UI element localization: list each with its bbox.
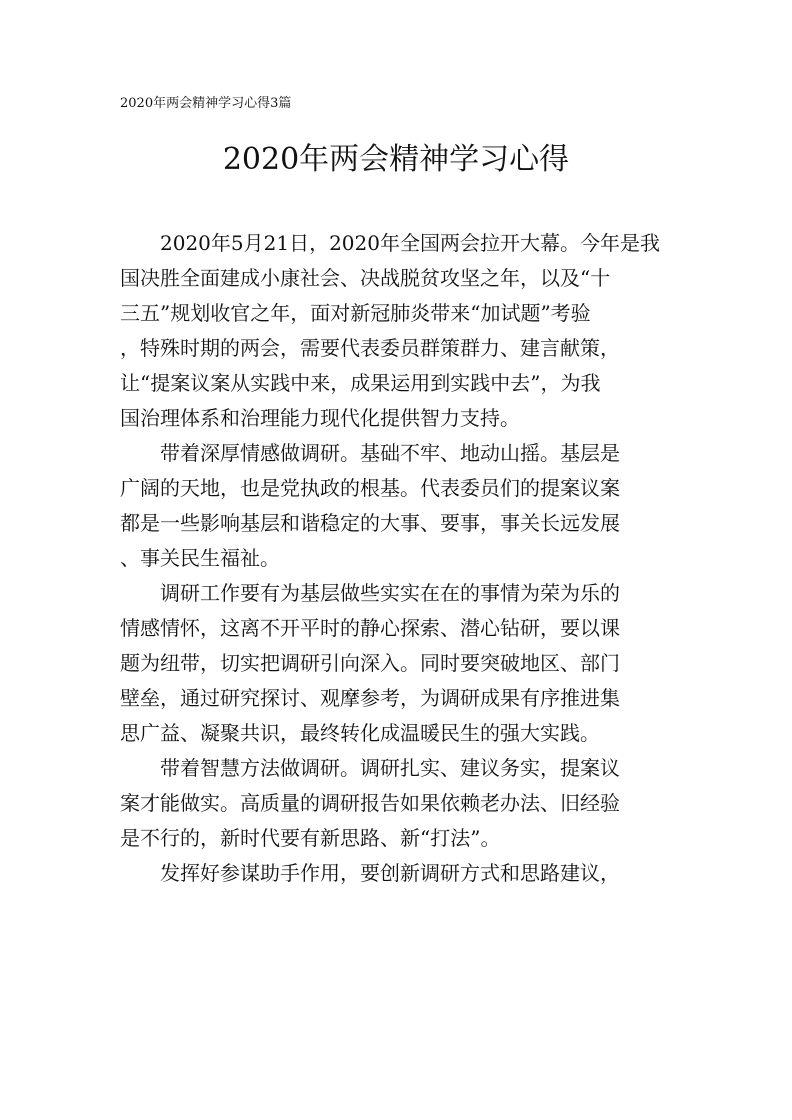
paragraph-2-line-4: 、事关民生福祉。 — [120, 546, 280, 570]
paragraph-2-line-2: 广阔的天地，也是党执政的根基。代表委员们的提案议案 — [120, 476, 620, 500]
paragraph-1-line-1: 2020年5月21日，2020年全国两会拉开大幕。今年是我 — [160, 231, 660, 255]
paragraph-2-line-1: 带着深厚情感做调研。基础不牢、地动山摇。基层是 — [160, 441, 620, 465]
paragraph-3-line-2: 情感情怀，这离不开平时的静心探索、潜心钻研，要以课 — [120, 616, 620, 640]
paragraph-2-line-3: 都是一些影响基层和谐稳定的大事、要事，事关长远发展 — [120, 511, 620, 535]
paragraph-1-line-4: ，特殊时期的两会，需要代表委员群策群力、建言献策， — [120, 336, 620, 360]
paragraph-4-line-3: 是不行的，新时代要有新思路、新“打法”。 — [120, 826, 501, 850]
paragraph-1-line-6: 国治理体系和治理能力现代化提供智力支持。 — [120, 406, 520, 430]
paragraph-3-line-5: 思广益、凝聚共识，最终转化成温暖民生的强大实践。 — [120, 721, 600, 745]
paragraph-1-line-2: 国决胜全面建成小康社会、决战脱贫攻坚之年，以及“十 — [120, 266, 611, 290]
paragraph-3-line-3: 题为纽带，切实把调研引向深入。同时要突破地区、部门 — [120, 651, 620, 675]
document-header: 2020年两会精神学习心得3篇 — [120, 96, 292, 111]
paragraph-3-line-1: 调研工作要有为基层做些实实在在的事情为荣为乐的 — [160, 581, 620, 605]
paragraph-1-line-3: 三五”规划收官之年，面对新冠肺炎带来“加试题”考验 — [120, 301, 591, 325]
paragraph-3-line-4: 壁垒，通过研究探讨、观摩参考，为调研成果有序推进集 — [120, 686, 620, 710]
document-body — [120, 226, 660, 891]
document-title: 2020年两会精神学习心得 — [222, 142, 570, 177]
paragraph-4-line-2: 案才能做实。高质量的调研报告如果依赖老办法、旧经验 — [120, 791, 620, 815]
paragraph-5-line-1: 发挥好参谋助手作用，要创新调研方式和思路建议， — [160, 861, 620, 885]
paragraph-1-line-5: 让“提案议案从实践中来，成果运用到实践中去”，为我 — [120, 371, 601, 395]
paragraph-4-line-1: 带着智慧方法做调研。调研扎实、建议务实，提案议 — [160, 756, 620, 780]
